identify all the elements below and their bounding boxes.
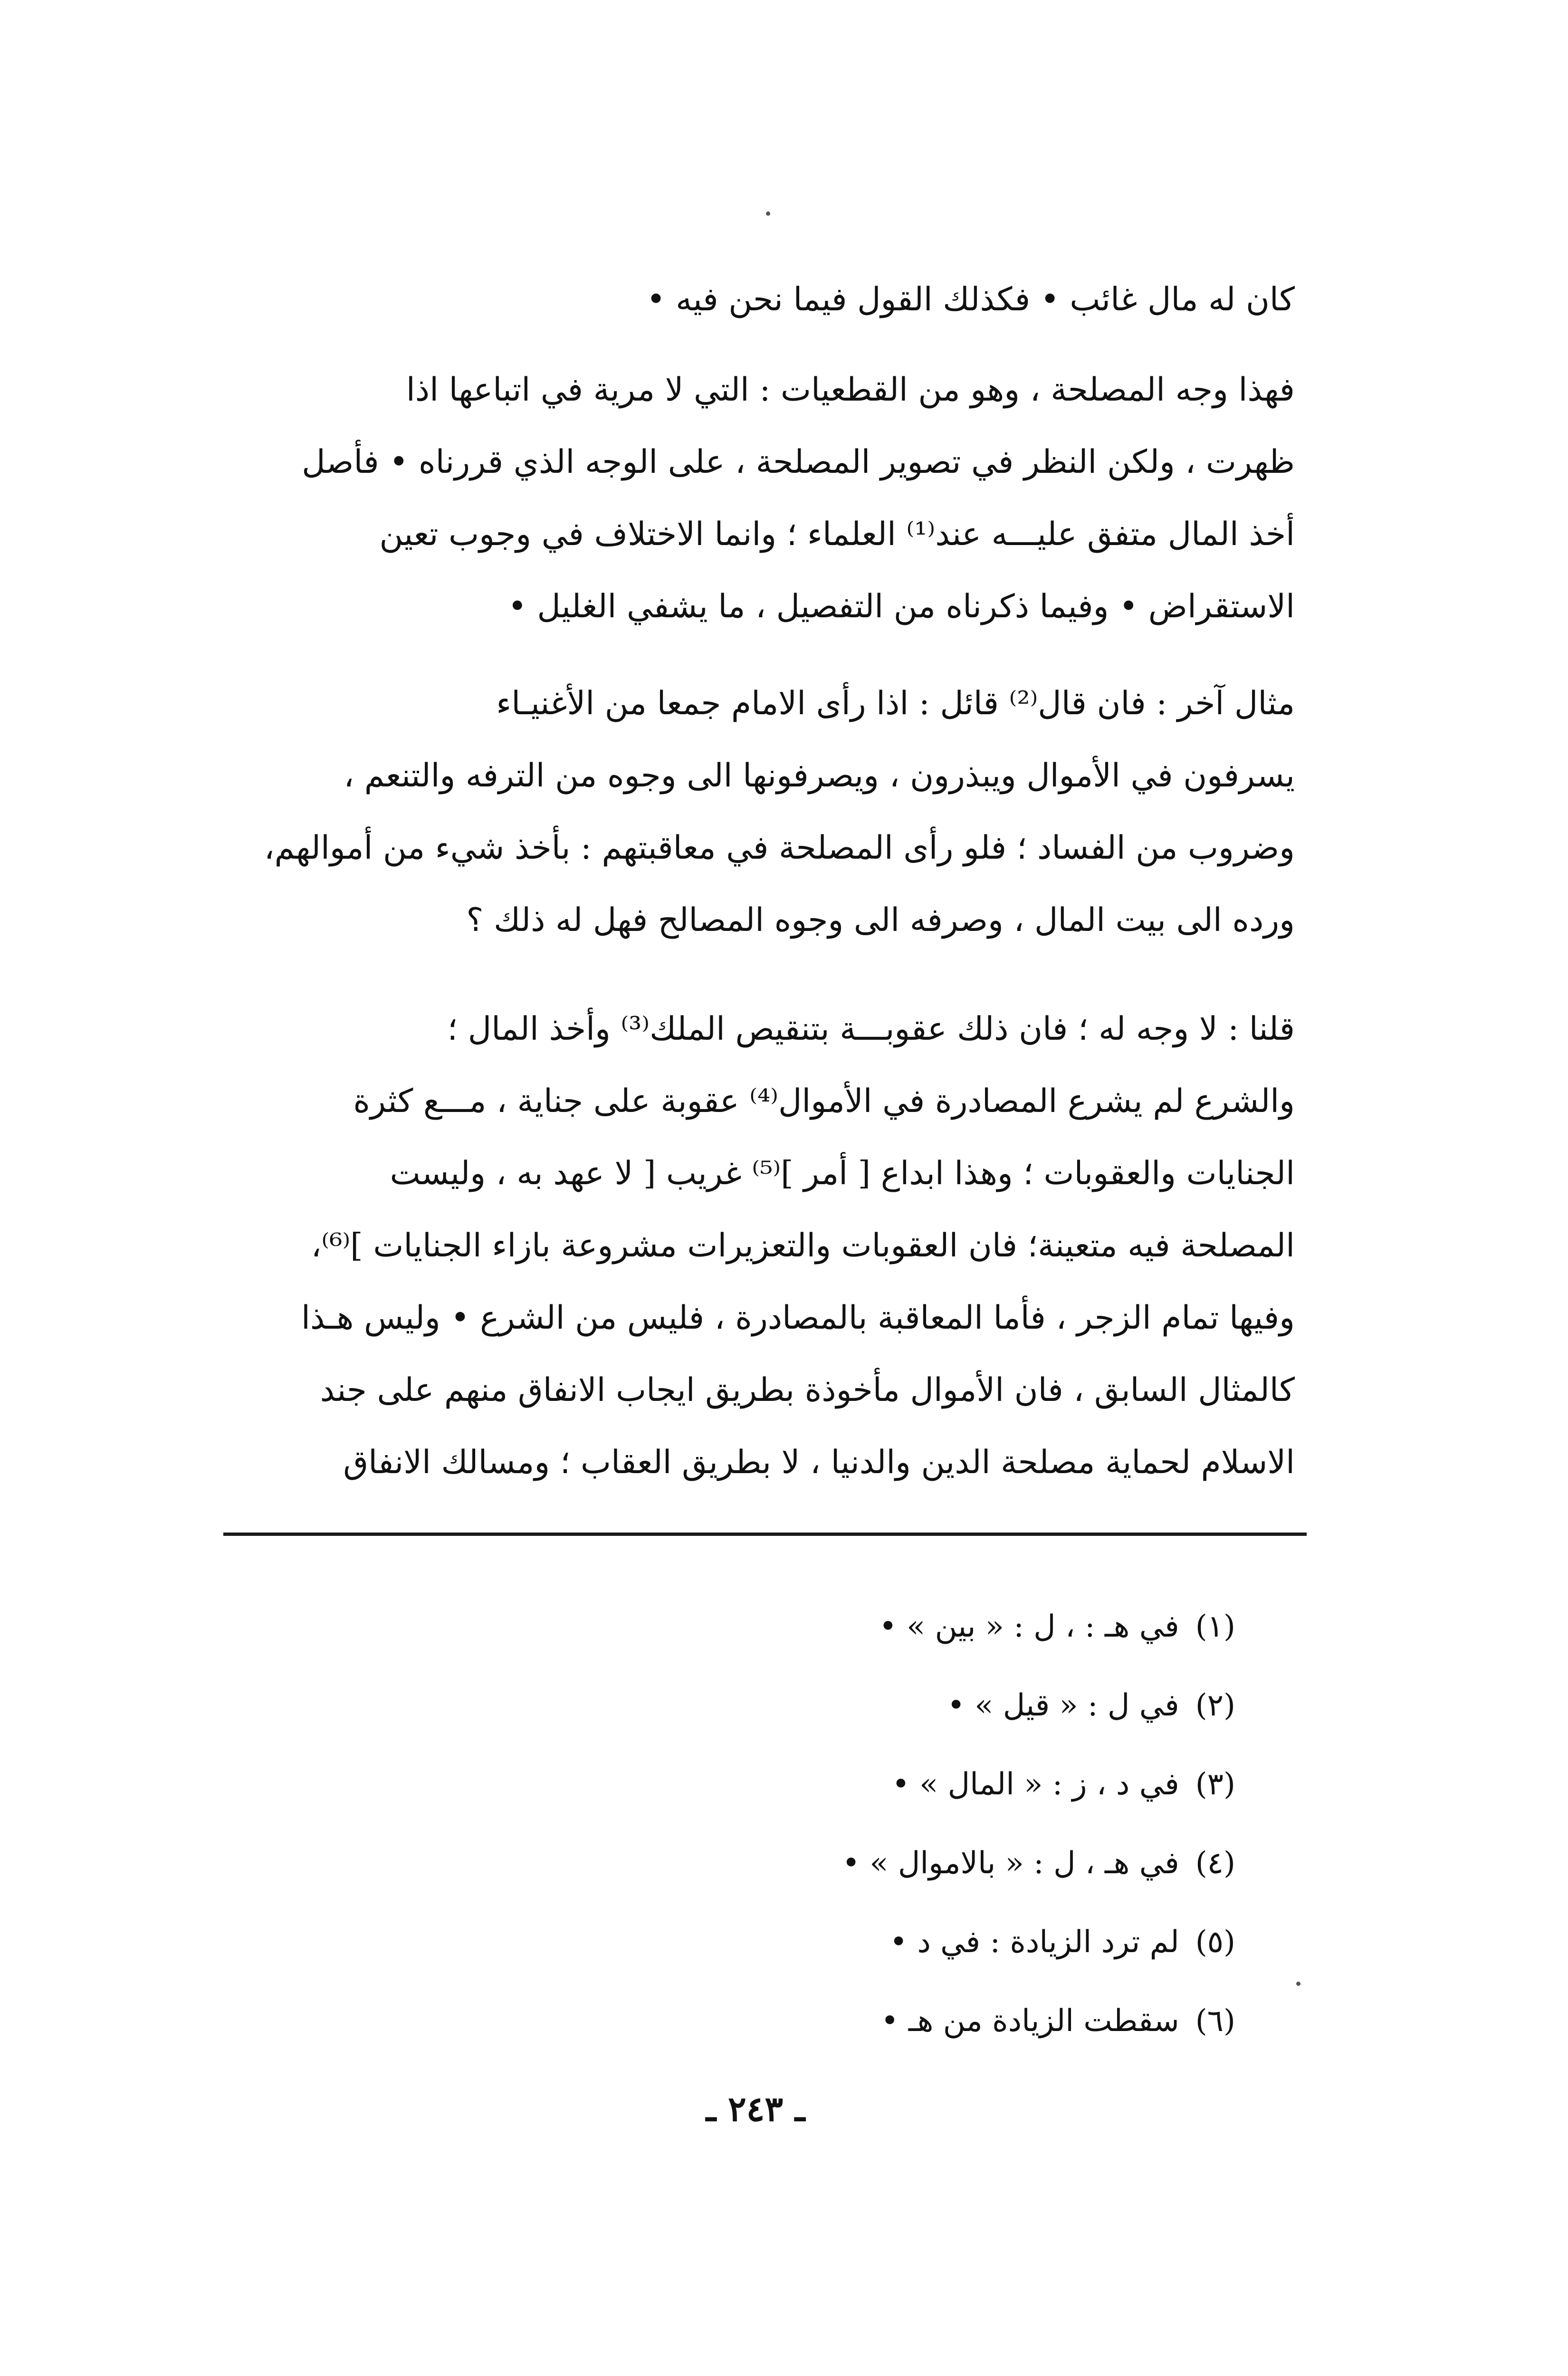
footnote-item	[675, 1903, 1235, 1982]
footnote-list	[675, 1587, 1235, 2060]
footnote-number: (٣)	[1195, 1767, 1235, 1802]
text-block-2	[188, 354, 1295, 643]
footnote-text: لم ترد الزيادة : في د •	[889, 1925, 1179, 1960]
footnote-text: في هـ ، ل : « بالاموال » •	[842, 1846, 1179, 1881]
footnote-number: (٤)	[1195, 1846, 1235, 1881]
footnote-item	[675, 1824, 1235, 1903]
text-line: كالمثال السابق ، فان الأموال مأخوذة بطريق ايجاب الانفاق منهم على جند	[320, 1371, 1295, 1409]
footnote-number: (٦)	[1195, 2003, 1235, 2039]
text-line: ظهرت ، ولكن النظر في تصوير المصلحة ، على الوجه الذي قررناه • فأصل	[302, 443, 1295, 481]
text-line: وفيها تمام الزجر ، فأما المعاقبة بالمصادرة ، فليس من الشرع • وليس هـذا	[301, 1299, 1295, 1337]
footnote-item	[675, 1587, 1235, 1666]
footnote-item	[675, 1666, 1235, 1745]
footnote-text: في ل : « قيل » •	[947, 1688, 1179, 1723]
footnote-text: في هـ : ، ل : « بين » •	[879, 1609, 1179, 1644]
footnote-text: سقطت الزيادة من هـ •	[880, 2003, 1179, 2039]
text-line: وضروب من الفساد ؛ فلو رأى المصلحة في معاقبتهم : بأخذ شيء من أموالهم،	[264, 829, 1295, 867]
footnote-text: في د ، ز : « المال » •	[892, 1767, 1179, 1802]
footnote-divider	[223, 1533, 1307, 1536]
text-block-4	[188, 993, 1295, 1499]
text-line: قلنا : لا وجه له ؛ فان ذلك عقوبـــة بتنقيص الملك⁽³⁾ وأخذ المال ؛	[447, 1010, 1295, 1048]
text-line: يسرفون في الأموال ويبذرون ، ويصرفونها الى وجوه من الترفه والتنعم ،	[344, 757, 1295, 795]
text-block-1	[188, 264, 1295, 336]
text-line: فهذا وجه المصلحة ، وهو من القطعيات : التي لا مرية في اتباعها اذا	[406, 371, 1295, 409]
text-line: ورده الى بيت المال ، وصرفه الى وجوه المصالح فهل له ذلك ؟	[466, 901, 1295, 939]
scan-speck	[1296, 1982, 1300, 1986]
footnote-item	[675, 1745, 1235, 1824]
footnote-number: (٢)	[1195, 1688, 1235, 1723]
text-line: أخذ المال متفق عليـــه عند⁽¹⁾ العلماء ؛ وانما الاختلاف في وجوب تعين	[379, 516, 1295, 553]
text-line: الاسلام لحماية مصلحة الدين والدنيا ، لا بطريق العقاب ؛ ومسالك الانفاق	[343, 1444, 1295, 1481]
footnote-number: (١)	[1195, 1609, 1235, 1644]
footnote-number: (٥)	[1195, 1925, 1235, 1960]
text-block-3	[188, 668, 1295, 957]
text-line: الاستقراض • وفيما ذكرناه من التفصيل ، ما يشفي الغليل •	[507, 588, 1295, 625]
text-line: المصلحة فيه متعينة؛ فان العقوبات والتعزيرات مشروعة بازاء الجنايات ]⁽⁶⁾،	[311, 1227, 1295, 1265]
text-line: الجنايات والعقوبات ؛ وهذا ابداع [ أمر ]⁽⁵⁾ غريب [ لا عهد به ، وليست	[390, 1155, 1295, 1192]
text-line: والشرع لم يشرع المصادرة في الأموال⁽⁴⁾ عقوبة على جناية ، مـــع كثرة	[353, 1083, 1295, 1120]
text-line: كان له مال غائب • فكذلك القول فيما نحن فيه •	[646, 281, 1295, 318]
scan-speck	[766, 211, 770, 216]
page-number: ـ ٢٤٣ ـ	[706, 2089, 805, 2129]
text-line: مثال آخر : فان قال⁽²⁾ قائل : اذا رأى الامام جمعا من الأغنيـاء	[496, 685, 1295, 722]
footnote-item	[675, 1982, 1235, 2060]
